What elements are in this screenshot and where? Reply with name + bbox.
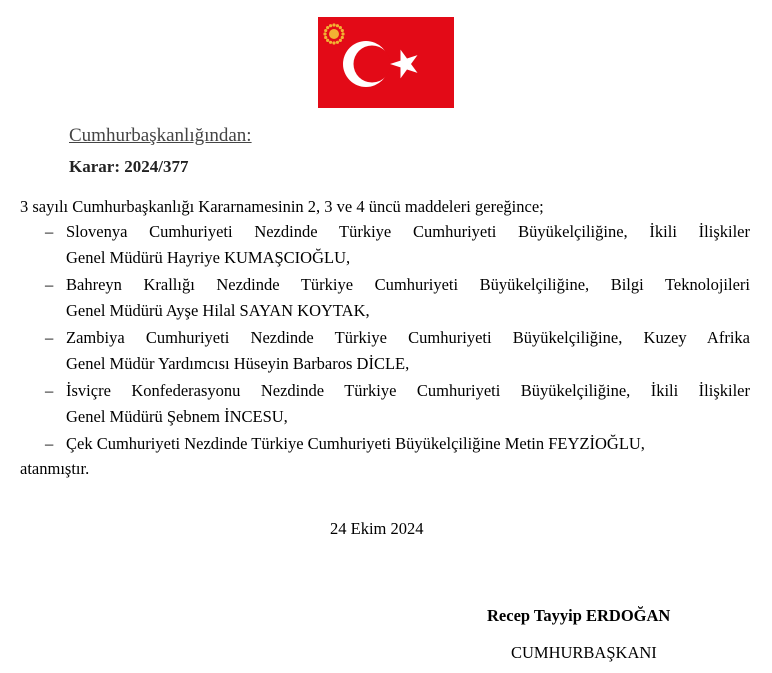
list-item [0,275,772,328]
list-item-line: Genel Müdürü Ayşe Hilal SAYAN KOYTAK, [66,301,370,320]
list-item-line: Çek Cumhuriyeti Nezdinde Türkiye Cumhuriyeti Büyükelçiliğine Metin FEYZİOĞLU, [66,434,645,453]
signatory-title: CUMHURBAŞKANI [511,643,657,662]
presidential-emblem-icon [318,17,454,108]
list-item-line: Bahreyn Krallığı Nezdinde Türkiye Cumhuriyeti Büyükelçiliğine, Bilgi Teknolojileri [66,275,750,294]
list-dash: – [45,275,54,294]
appointment-list [0,222,772,487]
list-item-line: Genel Müdür Yardımcısı Hüseyin Barbaros DİCLE, [66,354,410,373]
closing-text: atanmıştır. [20,459,90,478]
list-item-line: Genel Müdürü Şebnem İNCESU, [66,407,288,426]
list-item-line: İsviçre Konfederasyonu Nezdinde Türkiye Cumhuriyeti Büyükelçiliğine, İkili İlişkiler [66,381,750,400]
document-date: 24 Ekim 2024 [330,519,424,538]
intro-paragraph: 3 sayılı Cumhurbaşkanlığı Kararnamesinin 2, 3 ve 4 üncü maddeleri gereğince; [20,197,544,216]
list-item [0,381,772,434]
list-item [0,328,772,381]
turkiye-flag [318,17,454,108]
signatory-name: Recep Tayyip ERDOĞAN [487,606,671,625]
list-dash: – [45,328,54,347]
list-item [0,222,772,275]
list-dash: – [45,381,54,400]
list-item-line: Slovenya Cumhuriyeti Nezdinde Türkiye Cumhuriyeti Büyükelçiliğine, İkili İlişkiler [66,222,750,241]
list-dash: – [45,222,54,241]
list-dash: – [45,434,54,453]
list-item-line: Zambiya Cumhuriyeti Nezdinde Türkiye Cumhuriyeti Büyükelçiliğine, Kuzey Afrika [66,328,750,347]
decision-number-value: 2024/377 [124,157,189,176]
issuing-authority: Cumhurbaşkanlığından: [69,125,252,146]
decision-label: Karar: [69,157,120,176]
list-item [0,434,772,487]
decision-number [69,157,188,177]
list-item-line: Genel Müdürü Hayriye KUMAŞCIOĞLU, [66,248,351,267]
